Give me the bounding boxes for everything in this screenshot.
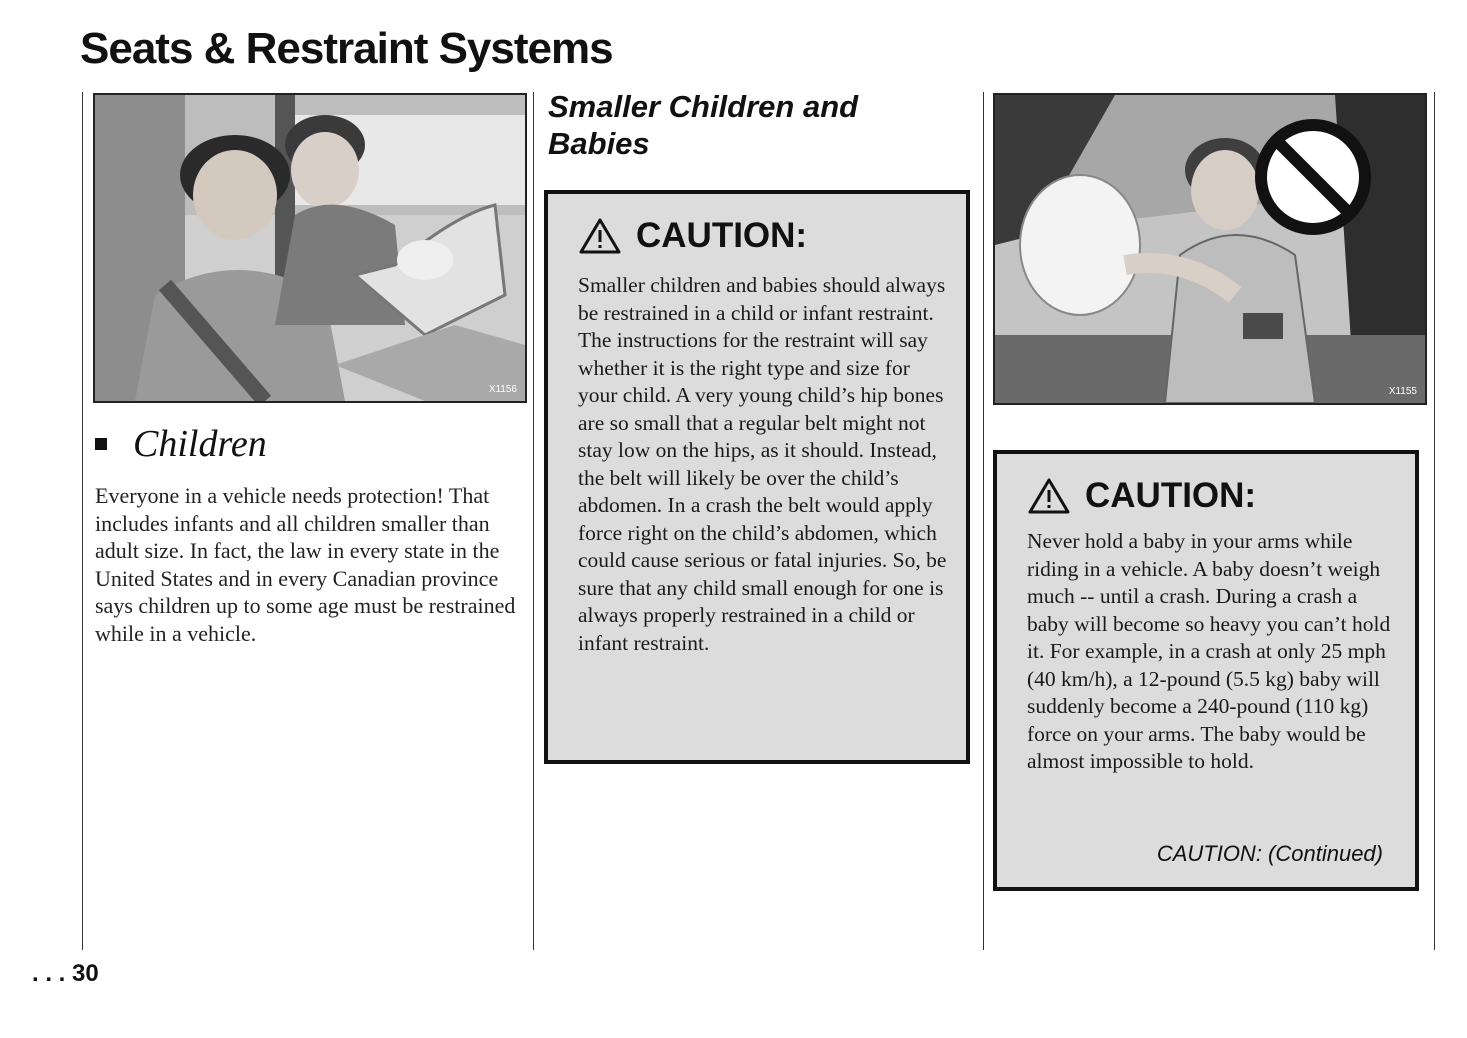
photo-code: X1156 <box>488 384 517 395</box>
caution-title <box>1027 476 1391 516</box>
page-title: Seats & Restraint Systems <box>80 24 613 73</box>
warning-triangle-icon <box>1027 477 1071 515</box>
column-divider-left <box>82 92 83 950</box>
warning-triangle-icon <box>578 217 622 255</box>
caution-box-restraint <box>544 190 970 764</box>
caution-title-label: CAUTION: <box>636 216 808 255</box>
photo-code: X1155 <box>1388 386 1417 397</box>
caution-continued-note: CAUTION: (Continued) <box>1156 841 1383 866</box>
column-divider-middle <box>533 92 534 950</box>
column-divider-edge <box>1434 92 1435 950</box>
children-car-seat-photo <box>93 93 527 403</box>
caution-text: Smaller children and babies should always be restrained in a child or infant restraint. The instructions for the restraint will say whether it is the right type and size for your child. A very young child’s hip bones are so small that a regular belt might not stay low on the hips, as it should. Instead, the belt will likely be over the child’s abdomen. In a crash the belt would apply force right on the child’s abdomen, which could cause serious or fatal injuries. So, be sure that any child small enough for one is always properly restrained in a child or infant restraint. <box>578 273 947 655</box>
sub-heading-smaller-children: Smaller Children and Babies <box>548 89 859 161</box>
section-heading-children <box>95 422 267 466</box>
bullet-square-icon <box>95 438 107 450</box>
children-paragraph: Everyone in a vehicle needs protection! That includes infants and all children smaller than adult size. In fact, the law in every state in the United States and in every Canadian province says children up to some age must be restrained while in a vehicle. <box>95 483 516 646</box>
caution-text: Never hold a baby in your arms while riding in a vehicle. A baby doesn’t weigh much -- until a crash. During a crash a baby will become so heavy you can’t hold it. For example, in a crash at only 25 mph (40 km/h), a 12-pound (5.5 kg) baby will suddenly become a 240-pound (110 kg) force on your arms. The baby would be almost impossible to hold. <box>1027 529 1391 773</box>
section-heading-label: Children <box>133 423 267 465</box>
caution-title <box>578 216 942 256</box>
page-number: . . . 30 <box>32 960 99 987</box>
caution-box-holding-baby <box>993 450 1419 891</box>
holding-baby-prohibited-photo <box>993 93 1427 405</box>
column-divider-right <box>983 92 984 950</box>
caution-title-label: CAUTION: <box>1085 476 1257 515</box>
